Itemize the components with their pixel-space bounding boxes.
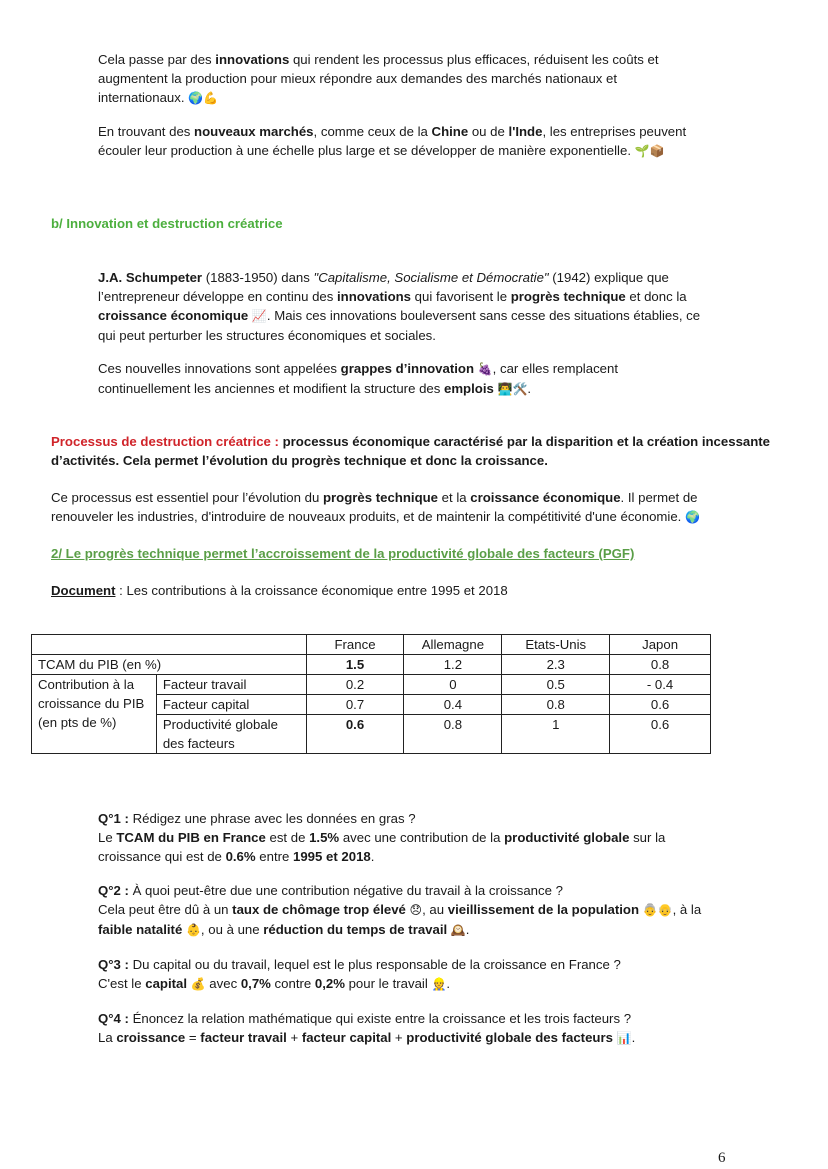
cell-value: 0.8 (502, 695, 610, 715)
bold-text: progrès technique (322, 490, 439, 505)
bold-text: croissance économique (470, 490, 621, 505)
author-name: J.A. Schumpeter (98, 270, 203, 285)
row-label: TCAM du PIB (en %) (32, 655, 307, 675)
text: écouler leur production à une échelle plus large et se développer de manière exponentielle. (98, 143, 631, 158)
bold-text: productivité globale (504, 830, 630, 845)
text: l’entrepreneur développe en continu des (98, 289, 338, 304)
section-2-title: 2/ Le progrès technique permet l’accroissement de la productivité globale des facteurs (PGF) (51, 546, 635, 561)
text: avec une contribution de la (339, 830, 505, 845)
question-4 (98, 1009, 758, 1048)
intro-paragraph-innovations (98, 50, 738, 108)
text: continuellement les anciennes et modifient la structure des (98, 381, 444, 396)
cell-value: 0 (404, 675, 502, 695)
header-japon: Japon (610, 635, 711, 655)
cell-value: 2.3 (502, 655, 610, 675)
bold-text: Chine (431, 124, 469, 139)
text: . (370, 849, 375, 864)
bold-text: grappes d’innovation (340, 361, 475, 376)
page-number: 6 (718, 1150, 726, 1166)
question-text: Rédigez une phrase avec les données en gras ? (128, 811, 416, 826)
text: augmentent la production pour mieux répondre aux demandes des marchés nationaux et (98, 71, 618, 86)
header-france: France (306, 635, 404, 655)
group-label: Contribution à la croissance du PIB (en pts de %) (32, 675, 157, 754)
row-label: Facteur travail (156, 675, 306, 695)
construction-worker-icon: 👷 (431, 977, 447, 991)
text: qui rendent les processus plus efficaces, réduisent les coûts et (289, 52, 659, 67)
text: avec (205, 976, 241, 991)
bold-text: innovations (215, 52, 290, 67)
text: et la (438, 490, 471, 505)
text: internationaux. (98, 90, 185, 105)
text: C'est le (98, 976, 146, 991)
bold-text: taux de chômage trop élevé (232, 902, 406, 917)
question-1 (98, 809, 738, 866)
cell-value: 0.6 (306, 715, 404, 754)
cell-value: 0.8 (610, 655, 711, 675)
text: , car elles remplacent (492, 361, 618, 376)
text: Cela passe par des (98, 52, 216, 67)
bold-text: 0,7% (240, 976, 271, 991)
cell-value: 1.5 (306, 655, 404, 675)
bold-text: croissance économique (98, 308, 249, 323)
question-label: Q°3 : (98, 957, 129, 972)
cell-value: 0.2 (306, 675, 404, 695)
cell-value: 0.5 (502, 675, 610, 695)
text: qui favorisent le (411, 289, 511, 304)
chart-increasing-icon: 📈 (251, 309, 267, 323)
bold-text: emplois (444, 381, 494, 396)
table-row-travail (32, 675, 711, 695)
bold-text: nouveaux marchés (194, 124, 314, 139)
grapes-icon: 🍇 (477, 362, 493, 376)
text: , à la (672, 902, 702, 917)
text: . Il permet de (620, 490, 698, 505)
text: . (446, 976, 451, 991)
cell-value: 1.2 (404, 655, 502, 675)
table-corner-cell (32, 635, 307, 655)
essential-paragraph (51, 488, 791, 527)
definition-text: processus économique caractérisé par la disparition et la création incessante (278, 434, 771, 449)
grappes-paragraph (98, 359, 738, 399)
text: . (465, 922, 470, 937)
text: (1942) explique que (548, 270, 669, 285)
definition-text: d’activités. Cela permet l’évolution du progrès technique et donc la croissance. (51, 453, 548, 468)
text: . (631, 1030, 636, 1045)
bar-chart-icon: 📊 (616, 1031, 632, 1045)
text: = (185, 1030, 201, 1045)
disappointed-face-icon: 😞 (409, 903, 423, 917)
question-label: Q°4 : (98, 1011, 129, 1026)
book-title: "Capitalisme, Socialisme et Démocratie" (313, 270, 549, 285)
question-label: Q°2 : (98, 883, 129, 898)
bold-text: faible natalité (98, 922, 183, 937)
bold-text: facteur travail (200, 1030, 287, 1045)
text: Le (98, 830, 117, 845)
text: qui peut perturber les structures économiques et sociales. (98, 328, 436, 343)
money-bag-icon: 💰 (190, 977, 206, 991)
text: sur la (629, 830, 666, 845)
seedling-package-emoji-icon: 🌱📦 (634, 144, 665, 158)
document-caption (51, 581, 508, 600)
cell-value: - 0.4 (610, 675, 711, 695)
cell-value: 0.8 (404, 715, 502, 754)
text: entre (255, 849, 294, 864)
bold-text: l'Inde (508, 124, 543, 139)
row-label: Facteur capital (156, 695, 306, 715)
text: Ce processus est essentiel pour l’évolution du (51, 490, 323, 505)
text: + (286, 1030, 302, 1045)
question-text: À quoi peut-être due une contribution négative du travail à la croissance ? (128, 883, 563, 898)
section-b-title: b/ Innovation et destruction créatrice (51, 216, 283, 231)
table-header-row (32, 635, 711, 655)
text: . (527, 381, 532, 396)
cell-value: 0.6 (610, 695, 711, 715)
bold-text: productivité globale des facteurs (406, 1030, 613, 1045)
bold-text: 0.6% (225, 849, 256, 864)
cell-value: 1 (502, 715, 610, 754)
text: , comme ceux de la (313, 124, 432, 139)
text: (1883-1950) dans (202, 270, 314, 285)
technologist-tools-icon: 👨‍💻🛠️ (497, 382, 528, 396)
caption-text: : Les contributions à la croissance économique entre 1995 et 2018 (115, 583, 508, 598)
globe-muscle-emoji-icon: 🌍💪 (188, 91, 219, 105)
text: pour le travail (344, 976, 428, 991)
bold-text: réduction du temps de travail (263, 922, 448, 937)
intro-paragraph-markets (98, 122, 758, 161)
bold-text: vieillissement de la population (447, 902, 639, 917)
document-label: Document (51, 583, 116, 598)
cell-value: 0.7 (306, 695, 404, 715)
bold-text: capital (145, 976, 188, 991)
text: Ces nouvelles innovations sont appelées (98, 361, 341, 376)
bold-text: 1995 et 2018 (293, 849, 371, 864)
bold-text: 1.5% (309, 830, 340, 845)
text: renouveler les industries, d'introduire de nouveaux produits, et de maintenir la compétitivité d'une économie. (51, 509, 682, 524)
definition-term: Processus de destruction créatrice : (51, 434, 279, 449)
clock-icon: 🕰️ (450, 923, 466, 937)
text: , les entreprises peuvent (542, 124, 687, 139)
question-3 (98, 955, 738, 994)
row-label: Productivité globale des facteurs (156, 715, 306, 754)
text: croissance qui est de (98, 849, 226, 864)
cell-value: 0.4 (404, 695, 502, 715)
text: est de (265, 830, 310, 845)
elderly-people-icon: 👵👴 (642, 903, 673, 917)
contributions-table (31, 634, 711, 754)
bold-text: innovations (337, 289, 412, 304)
question-text: Du capital ou du travail, lequel est le plus responsable de la croissance en France ? (128, 957, 621, 972)
schumpeter-paragraph (98, 268, 738, 345)
text: En trouvant des (98, 124, 195, 139)
header-etats-unis: Etats-Unis (502, 635, 610, 655)
question-text: Énoncez la relation mathématique qui existe entre la croissance et les trois facteurs ? (128, 1011, 632, 1026)
text: et donc la (625, 289, 687, 304)
cell-value: 0.6 (610, 715, 711, 754)
globe-icon: 🌍 (685, 510, 700, 524)
bold-text: progrès technique (510, 289, 626, 304)
text: ou de (468, 124, 509, 139)
question-2 (98, 881, 758, 940)
definition-creative-destruction (51, 432, 781, 470)
bold-text: facteur capital (301, 1030, 392, 1045)
text: La (98, 1030, 117, 1045)
question-label: Q°1 : (98, 811, 129, 826)
bold-text: croissance (116, 1030, 186, 1045)
bold-text: 0,2% (314, 976, 345, 991)
text: . Mais ces innovations bouleversent sans cesse des situations établies, ce (266, 308, 701, 323)
text: contre (270, 976, 315, 991)
text: Cela peut être dû à un (98, 902, 233, 917)
text: , ou à une (200, 922, 264, 937)
header-allemagne: Allemagne (404, 635, 502, 655)
text: , au (422, 902, 448, 917)
text: + (391, 1030, 407, 1045)
baby-icon: 👶 (185, 923, 201, 937)
bold-text: TCAM du PIB en France (116, 830, 266, 845)
table-row-tcam (32, 655, 711, 675)
